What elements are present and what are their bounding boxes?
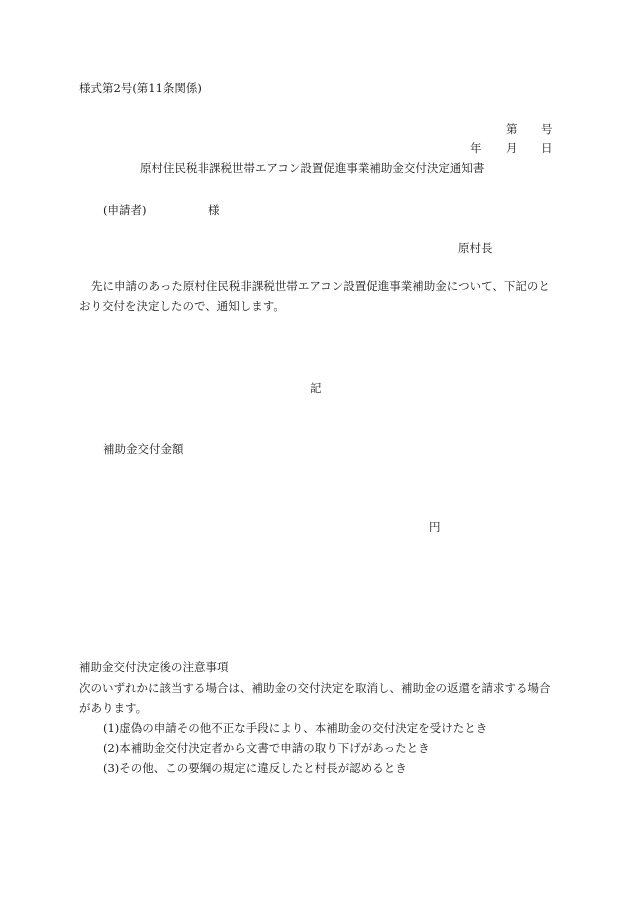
number-dai: 第 [506, 122, 518, 136]
amount-unit: 円 [429, 520, 441, 534]
number-go: 号 [541, 122, 553, 136]
notes-item-1: (1)虚偽の申請その他不正な手段により、本補助金の交付決定を受けたとき [103, 721, 488, 735]
date-month: 月 [506, 141, 518, 155]
notes-item-3: (3)その他、この要綱の規定に違反したと村長が認めるとき [103, 761, 407, 775]
issuer: 原村長 [458, 241, 493, 255]
date-year: 年 [470, 141, 482, 155]
ki-heading: 記 [310, 381, 322, 395]
form-label: 様式第2号(第11条関係) [79, 81, 202, 95]
notes-item-2: (2)本補助金交付決定者から文書で申請の取り下げがあったとき [103, 741, 430, 755]
recipient-sama: 様 [208, 203, 220, 217]
body-text: 先に申請のあった原村住民税非課税世帯エアコン設置促進事業補助金について、下記のとおり交付を決定したので、通知します。 [79, 279, 550, 313]
document-title: 原村住民税非課税世帯エアコン設置促進事業補助金交付決定通知書 [140, 161, 485, 175]
notes-heading: 補助金交付決定後の注意事項 [79, 660, 229, 674]
date-day: 日 [541, 141, 553, 155]
recipient-label: (申請者) [103, 203, 147, 217]
amount-label: 補助金交付金額 [103, 442, 184, 456]
notes-intro: 次のいずれかに該当する場合は、補助金の交付決定を取消し、補助金の返還を請求する場合があります。 [79, 681, 551, 715]
